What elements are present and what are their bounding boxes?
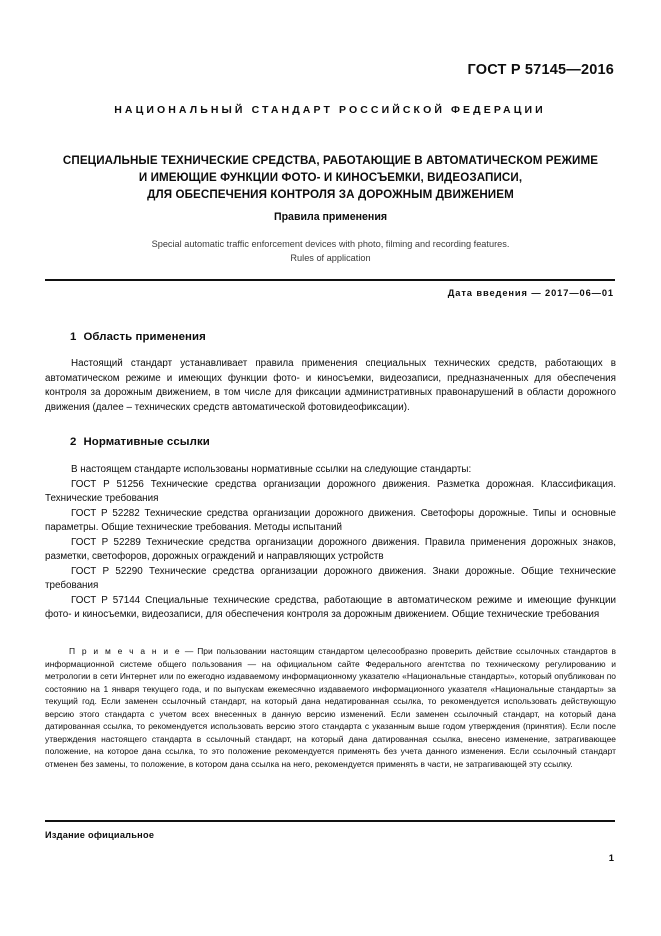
national-standard-line: НАЦИОНАЛЬНЫЙ СТАНДАРТ РОССИЙСКОЙ ФЕДЕРАЦИИ [114,104,546,116]
note-label: П р и м е ч а н и е [69,646,182,656]
english-title-line-1: Special automatic traffic enforcement devices with photo, filming and recording features. [151,239,510,249]
english-title [50,238,611,265]
references-lead: В настоящем стандарте использованы нормативные ссылки на следующие стандарты: [71,464,472,475]
english-title-line-2: Rules of application [290,252,371,263]
introduction-date: Дата введения — 2017—06—01 [447,288,614,298]
official-edition-label: Издание официальное [45,830,155,840]
note-dash: — [181,646,198,656]
section-number-2: 2 [70,436,77,448]
note-paragraph [45,645,616,770]
title-line-3: ДЛЯ ОБЕСПЕЧЕНИЯ КОНТРОЛЯ ЗА ДОРОЖНЫМ ДВИЖЕНИЕМ [147,188,514,201]
references-body [45,463,616,623]
standard-designation: ГОСТ Р 57145—2016 [467,62,614,78]
title-line-1: СПЕЦИАЛЬНЫЕ ТЕХНИЧЕСКИЕ СРЕДСТВА, РАБОТАЮЩИЕ В АВТОМАТИЧЕСКОМ РЕЖИМЕ [62,154,599,167]
footer-divider [45,820,615,822]
document-subtitle: Правила применения [273,211,388,223]
page-number: 1 [608,852,614,863]
section-heading-scope [70,331,206,343]
note-text: При пользовании настоящим стандартом целесообразно проверить действие ссылочных стандартов в информационной системе общего пользования — на официальном сайте Федерального агентства по техническому регулированию и метрологии в сети Интернет или по ежегодно издаваемому информационному указателю «Национальные стандарты», который опубликован по состоянию на 1 января текущего года, и по выпускам ежемесячно издаваемого информационного указателя «Национальные стандарты» за текущий год. Если заменен ссылочный стандарт, на который дана недатированная ссылка, то рекомендуется использовать действующую версию этого стандарта с учетом всех внесенных в данную версию изменений. Если заменен ссылочный стандарт, на который дана датированная ссылка, то рекомендуется использовать версию этого стандарта с указанным выше годом утверждения (принятия). Если после утверждения настоящего стандарта в ссылочный стандарт, на который дана датированная ссылка, внесено изменение, затрагивающее положение, на которое дана ссылка, то это положение рекомендуется применять без учета данного изменения. Если ссылочный стандарт отменен без замены, то положение, в котором дана ссылка на него, рекомендуется применять в части, не затрагивающей эту ссылку. [45,646,616,769]
title-line-2: И ИМЕЮЩИЕ ФУНКЦИИ ФОТО- И КИНОСЪЕМКИ, ВИДЕОЗАПИСИ, [138,171,523,184]
scope-body [45,357,616,415]
references-note [45,645,616,770]
document-title [50,152,611,203]
reference-item: ГОСТ Р 51256 Технические средства организации дорожного движения. Разметка дорожная. Классификация. Технические требования [45,478,616,505]
section-heading-references [70,436,210,448]
reference-item: ГОСТ Р 52282 Технические средства организации дорожного движения. Светофоры дорожные. Типы и основные параметры. Общие технические требования. Методы испытаний [45,507,616,534]
header-divider [45,279,615,281]
section-title-2: Нормативные ссылки [83,436,210,448]
section-title-1: Область применения [83,331,206,343]
section-number-1: 1 [70,331,77,343]
reference-item: ГОСТ Р 57144 Специальные технические средства, работающие в автоматическом режиме и имеющие функции фото- и киносъемки, видеозаписи, для обеспечения контроля за дорожным движением. Общие технические требования [45,594,616,621]
scope-paragraph: Настоящий стандарт устанавливает правила применения специальных технических средств, работающих в автоматическом режиме и имеющих функции фото- и киносъемки, видеозаписи, предназначенных для обеспечения контроля за дорожным движением, в том числе для фиксации административных правонарушений в области дорожного движения (далее – технических средств автоматической фотовидеофиксации). [45,358,616,413]
reference-item: ГОСТ Р 52290 Технические средства организации дорожного движения. Знаки дорожные. Общие технические требования [45,565,616,592]
reference-item: ГОСТ Р 52289 Технические средства организации дорожного движения. Правила применения дорожных знаков, разметки, светофоров, дорожных ограждений и направляющих устройств [45,536,616,563]
